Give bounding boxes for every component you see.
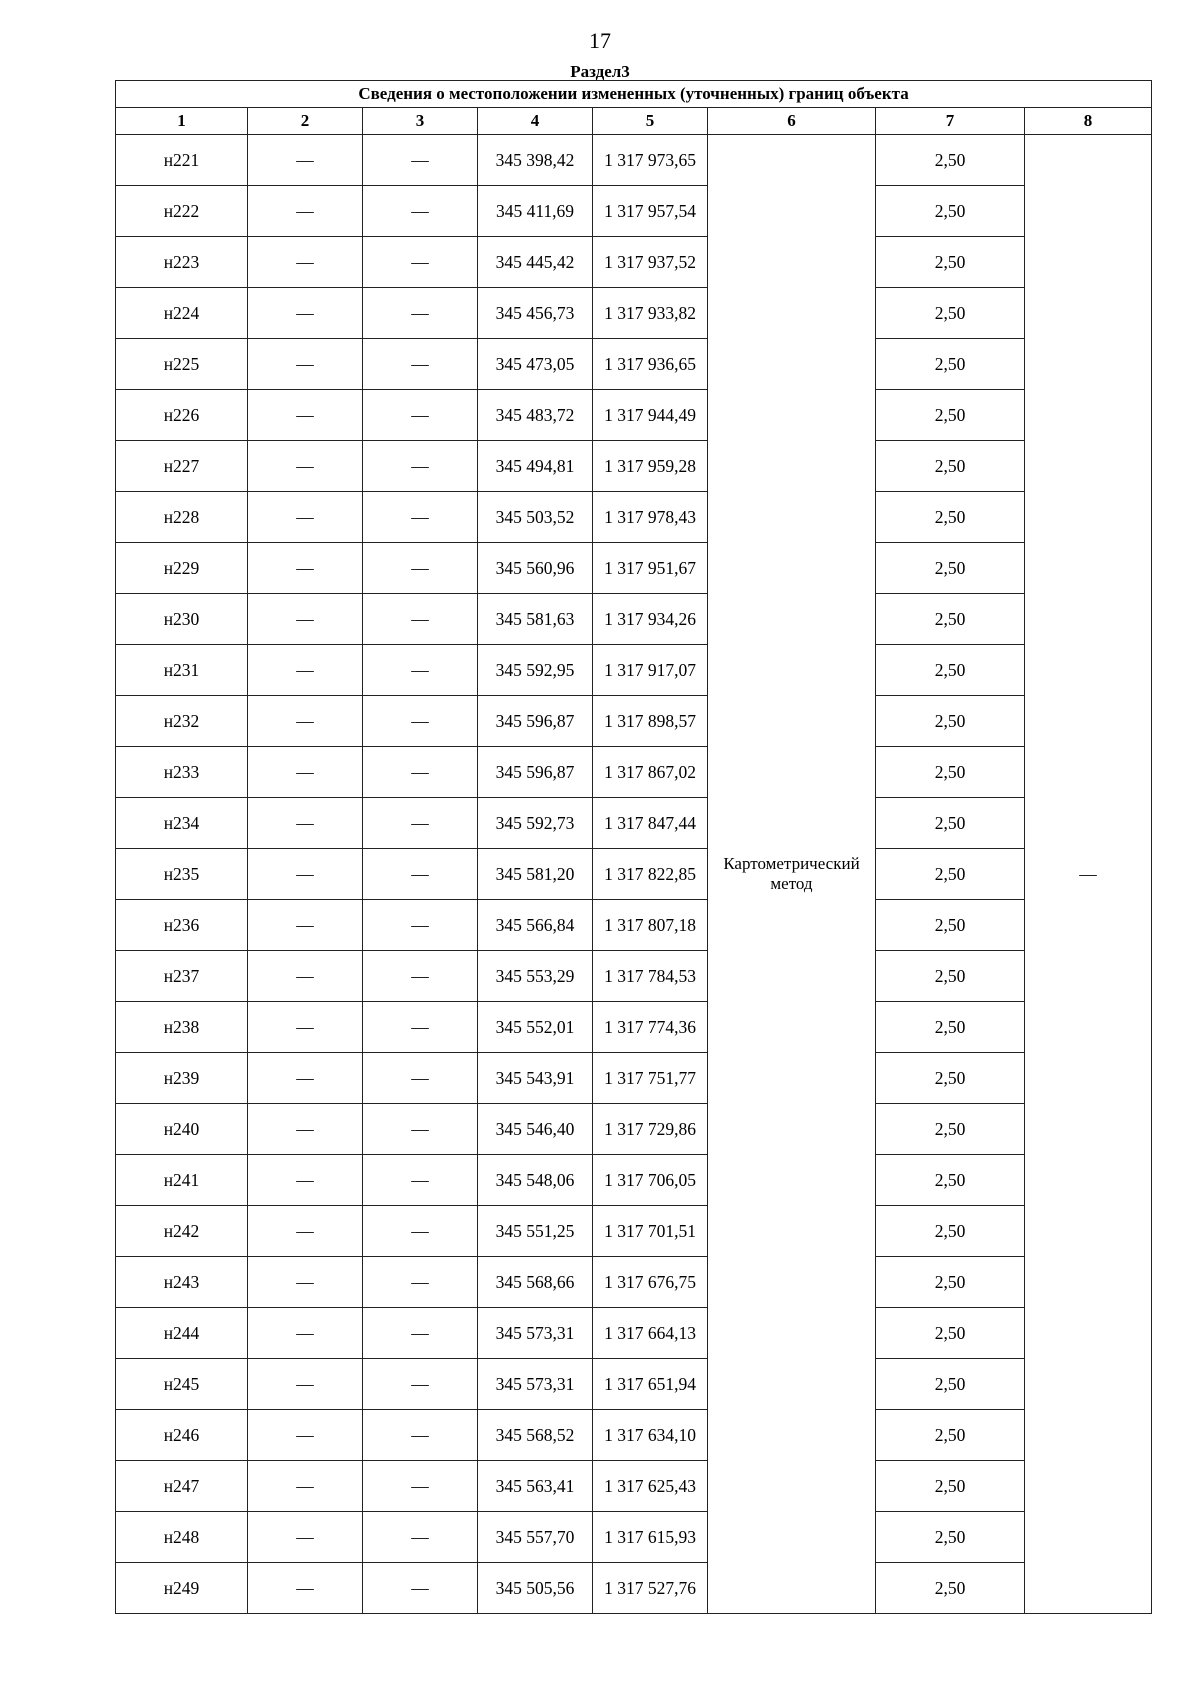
x-coordinate-cell: 345 573,31 [478, 1359, 593, 1410]
dash-cell: — [248, 900, 363, 951]
dash-cell: — [363, 390, 478, 441]
point-id-cell: н232 [116, 696, 248, 747]
y-coordinate-cell: 1 317 822,85 [593, 849, 708, 900]
point-id-cell: н237 [116, 951, 248, 1002]
dash-cell: — [248, 1053, 363, 1104]
page-number: 17 [589, 28, 611, 53]
x-coordinate-cell: 345 473,05 [478, 339, 593, 390]
dash-cell: — [248, 543, 363, 594]
y-coordinate-cell: 1 317 634,10 [593, 1410, 708, 1461]
dash-cell: — [363, 747, 478, 798]
method-label-line2: метод [770, 874, 813, 893]
precision-cell: 2,50 [876, 951, 1025, 1002]
y-coordinate-cell: 1 317 706,05 [593, 1155, 708, 1206]
dash-cell: — [248, 1359, 363, 1410]
dash-cell: — [248, 951, 363, 1002]
point-id-cell: н230 [116, 594, 248, 645]
x-coordinate-cell: 345 445,42 [478, 237, 593, 288]
precision-cell: 2,50 [876, 747, 1025, 798]
table-caption: Сведения о местоположении измененных (уточненных) границ объекта [116, 81, 1152, 108]
point-id-cell: н233 [116, 747, 248, 798]
y-coordinate-cell: 1 317 784,53 [593, 951, 708, 1002]
dash-cell: — [363, 1308, 478, 1359]
dash-cell: — [363, 441, 478, 492]
dash-cell: — [248, 237, 363, 288]
point-id-cell: н236 [116, 900, 248, 951]
dash-cell: — [248, 1002, 363, 1053]
y-coordinate-cell: 1 317 867,02 [593, 747, 708, 798]
y-coordinate-cell: 1 317 934,26 [593, 594, 708, 645]
precision-cell: 2,50 [876, 390, 1025, 441]
precision-cell: 2,50 [876, 645, 1025, 696]
column-number: 8 [1025, 108, 1152, 135]
table-row [116, 1410, 1152, 1461]
dash-cell: — [363, 1002, 478, 1053]
x-coordinate-cell: 345 503,52 [478, 492, 593, 543]
y-coordinate-cell: 1 317 917,07 [593, 645, 708, 696]
x-coordinate-cell: 345 553,29 [478, 951, 593, 1002]
dash-cell: — [363, 288, 478, 339]
y-coordinate-cell: 1 317 937,52 [593, 237, 708, 288]
dash-cell: — [248, 339, 363, 390]
precision-cell: 2,50 [876, 1461, 1025, 1512]
point-id-cell: н224 [116, 288, 248, 339]
dash-cell: — [363, 1461, 478, 1512]
precision-cell: 2,50 [876, 1257, 1025, 1308]
point-id-cell: н241 [116, 1155, 248, 1206]
y-coordinate-cell: 1 317 527,76 [593, 1563, 708, 1614]
x-coordinate-cell: 345 573,31 [478, 1308, 593, 1359]
table-row [116, 747, 1152, 798]
dash-cell: — [363, 1512, 478, 1563]
dash-cell: — [248, 186, 363, 237]
dash-cell: — [248, 1257, 363, 1308]
x-coordinate-cell: 345 543,91 [478, 1053, 593, 1104]
point-id-cell: н248 [116, 1512, 248, 1563]
table-row [116, 900, 1152, 951]
x-coordinate-cell: 345 596,87 [478, 696, 593, 747]
dash-cell: — [248, 135, 363, 186]
dash-cell: — [248, 1206, 363, 1257]
dash-cell: — [248, 1563, 363, 1614]
precision-cell: 2,50 [876, 186, 1025, 237]
point-id-cell: н238 [116, 1002, 248, 1053]
precision-cell: 2,50 [876, 1563, 1025, 1614]
column-number-row [116, 108, 1152, 135]
x-coordinate-cell: 345 566,84 [478, 900, 593, 951]
y-coordinate-cell: 1 317 973,65 [593, 135, 708, 186]
dash-cell: — [363, 1257, 478, 1308]
x-coordinate-cell: 345 581,63 [478, 594, 593, 645]
x-coordinate-cell: 345 592,95 [478, 645, 593, 696]
table-row [116, 594, 1152, 645]
column-number: 6 [708, 108, 876, 135]
dash-cell: — [363, 1104, 478, 1155]
dash-cell: — [363, 1053, 478, 1104]
y-coordinate-cell: 1 317 751,77 [593, 1053, 708, 1104]
dash-cell: — [363, 492, 478, 543]
dash-cell: — [248, 1512, 363, 1563]
table-row [116, 1155, 1152, 1206]
dash-cell: — [248, 441, 363, 492]
y-coordinate-cell: 1 317 807,18 [593, 900, 708, 951]
precision-cell: 2,50 [876, 135, 1025, 186]
x-coordinate-cell: 345 552,01 [478, 1002, 593, 1053]
x-coordinate-cell: 345 398,42 [478, 135, 593, 186]
dash-cell: — [248, 696, 363, 747]
table-row [116, 1308, 1152, 1359]
dash-cell: — [248, 1104, 363, 1155]
dash-cell: — [363, 1563, 478, 1614]
column-number: 1 [116, 108, 248, 135]
y-coordinate-cell: 1 317 933,82 [593, 288, 708, 339]
dash-cell: — [363, 237, 478, 288]
dash-cell: — [363, 849, 478, 900]
precision-cell: 2,50 [876, 441, 1025, 492]
point-id-cell: н243 [116, 1257, 248, 1308]
precision-cell: 2,50 [876, 1512, 1025, 1563]
table-row [116, 696, 1152, 747]
y-coordinate-cell: 1 317 944,49 [593, 390, 708, 441]
dash-cell: — [363, 135, 478, 186]
dash-cell: — [248, 492, 363, 543]
point-id-cell: н222 [116, 186, 248, 237]
column-number: 3 [363, 108, 478, 135]
precision-cell: 2,50 [876, 594, 1025, 645]
precision-cell: 2,50 [876, 849, 1025, 900]
y-coordinate-cell: 1 317 625,43 [593, 1461, 708, 1512]
dash-cell: — [248, 594, 363, 645]
y-coordinate-cell: 1 317 957,54 [593, 186, 708, 237]
table-row [116, 135, 1152, 186]
table-row [116, 288, 1152, 339]
table-row [116, 645, 1152, 696]
precision-cell: 2,50 [876, 1002, 1025, 1053]
x-coordinate-cell: 345 596,87 [478, 747, 593, 798]
point-id-cell: н231 [116, 645, 248, 696]
x-coordinate-cell: 345 560,96 [478, 543, 593, 594]
precision-cell: 2,50 [876, 1206, 1025, 1257]
precision-cell: 2,50 [876, 1053, 1025, 1104]
dash-cell: — [248, 849, 363, 900]
y-coordinate-cell: 1 317 959,28 [593, 441, 708, 492]
column-number: 5 [593, 108, 708, 135]
precision-cell: 2,50 [876, 1104, 1025, 1155]
dash-cell: — [248, 1410, 363, 1461]
description-cell: — [1025, 135, 1152, 1614]
dash-cell: — [363, 339, 478, 390]
y-coordinate-cell: 1 317 615,93 [593, 1512, 708, 1563]
x-coordinate-cell: 345 546,40 [478, 1104, 593, 1155]
point-id-cell: н228 [116, 492, 248, 543]
point-id-cell: н225 [116, 339, 248, 390]
point-id-cell: н247 [116, 1461, 248, 1512]
point-id-cell: н242 [116, 1206, 248, 1257]
dash-cell: — [363, 594, 478, 645]
y-coordinate-cell: 1 317 651,94 [593, 1359, 708, 1410]
y-coordinate-cell: 1 317 951,67 [593, 543, 708, 594]
dash-cell: — [248, 747, 363, 798]
x-coordinate-cell: 345 551,25 [478, 1206, 593, 1257]
x-coordinate-cell: 345 563,41 [478, 1461, 593, 1512]
point-id-cell: н239 [116, 1053, 248, 1104]
table-row [116, 441, 1152, 492]
dash-cell: — [248, 645, 363, 696]
point-id-cell: н223 [116, 237, 248, 288]
point-id-cell: н235 [116, 849, 248, 900]
y-coordinate-cell: 1 317 847,44 [593, 798, 708, 849]
precision-cell: 2,50 [876, 237, 1025, 288]
dash-cell: — [248, 1308, 363, 1359]
table-row [116, 1002, 1152, 1053]
point-id-cell: н244 [116, 1308, 248, 1359]
y-coordinate-cell: 1 317 936,65 [593, 339, 708, 390]
precision-cell: 2,50 [876, 1410, 1025, 1461]
y-coordinate-cell: 1 317 898,57 [593, 696, 708, 747]
dash-cell: — [363, 543, 478, 594]
point-id-cell: н229 [116, 543, 248, 594]
dash-cell: — [363, 186, 478, 237]
precision-cell: 2,50 [876, 288, 1025, 339]
x-coordinate-cell: 345 456,73 [478, 288, 593, 339]
table-row [116, 798, 1152, 849]
table-row [116, 1512, 1152, 1563]
dash-cell: — [363, 696, 478, 747]
precision-cell: 2,50 [876, 1359, 1025, 1410]
dash-cell: — [363, 1155, 478, 1206]
column-number: 4 [478, 108, 593, 135]
x-coordinate-cell: 345 548,06 [478, 1155, 593, 1206]
dash-cell: — [363, 1359, 478, 1410]
dash-cell: — [363, 1206, 478, 1257]
column-number: 7 [876, 108, 1025, 135]
dash-cell: — [363, 951, 478, 1002]
point-id-cell: н234 [116, 798, 248, 849]
y-coordinate-cell: 1 317 676,75 [593, 1257, 708, 1308]
table-row [116, 849, 1152, 900]
table-row [116, 543, 1152, 594]
table-row [116, 1461, 1152, 1512]
precision-cell: 2,50 [876, 798, 1025, 849]
x-coordinate-cell: 345 494,81 [478, 441, 593, 492]
point-id-cell: н245 [116, 1359, 248, 1410]
table-row [116, 186, 1152, 237]
table-row [116, 492, 1152, 543]
precision-cell: 2,50 [876, 1308, 1025, 1359]
dash-cell: — [363, 798, 478, 849]
precision-cell: 2,50 [876, 492, 1025, 543]
y-coordinate-cell: 1 317 729,86 [593, 1104, 708, 1155]
table-body [116, 135, 1152, 1614]
y-coordinate-cell: 1 317 664,13 [593, 1308, 708, 1359]
point-id-cell: н226 [116, 390, 248, 441]
method-cell [708, 135, 876, 1614]
x-coordinate-cell: 345 568,66 [478, 1257, 593, 1308]
dash-cell: — [248, 798, 363, 849]
y-coordinate-cell: 1 317 701,51 [593, 1206, 708, 1257]
x-coordinate-cell: 345 483,72 [478, 390, 593, 441]
x-coordinate-cell: 345 411,69 [478, 186, 593, 237]
x-coordinate-cell: 345 568,52 [478, 1410, 593, 1461]
dash-cell: — [248, 288, 363, 339]
table-row [116, 1563, 1152, 1614]
point-id-cell: н249 [116, 1563, 248, 1614]
table-row [116, 1053, 1152, 1104]
column-number: 2 [248, 108, 363, 135]
table-row [116, 237, 1152, 288]
y-coordinate-cell: 1 317 978,43 [593, 492, 708, 543]
table-row [116, 1257, 1152, 1308]
dash-cell: — [248, 1155, 363, 1206]
point-id-cell: н240 [116, 1104, 248, 1155]
precision-cell: 2,50 [876, 900, 1025, 951]
precision-cell: 2,50 [876, 696, 1025, 747]
table-row [116, 1359, 1152, 1410]
point-id-cell: н227 [116, 441, 248, 492]
dash-cell: — [248, 1461, 363, 1512]
dash-cell: — [363, 1410, 478, 1461]
dash-cell: — [363, 900, 478, 951]
section-label: Раздел3 [570, 62, 630, 81]
dash-cell: — [363, 645, 478, 696]
table-row [116, 339, 1152, 390]
x-coordinate-cell: 345 592,73 [478, 798, 593, 849]
table-row [116, 1206, 1152, 1257]
precision-cell: 2,50 [876, 339, 1025, 390]
x-coordinate-cell: 345 505,56 [478, 1563, 593, 1614]
boundary-table [115, 80, 1152, 1614]
x-coordinate-cell: 345 557,70 [478, 1512, 593, 1563]
point-id-cell: н221 [116, 135, 248, 186]
precision-cell: 2,50 [876, 1155, 1025, 1206]
table-row [116, 390, 1152, 441]
table-row [116, 1104, 1152, 1155]
table-row [116, 951, 1152, 1002]
point-id-cell: н246 [116, 1410, 248, 1461]
x-coordinate-cell: 345 581,20 [478, 849, 593, 900]
y-coordinate-cell: 1 317 774,36 [593, 1002, 708, 1053]
method-label-line1: Картометрический [723, 854, 860, 873]
dash-cell: — [248, 390, 363, 441]
precision-cell: 2,50 [876, 543, 1025, 594]
